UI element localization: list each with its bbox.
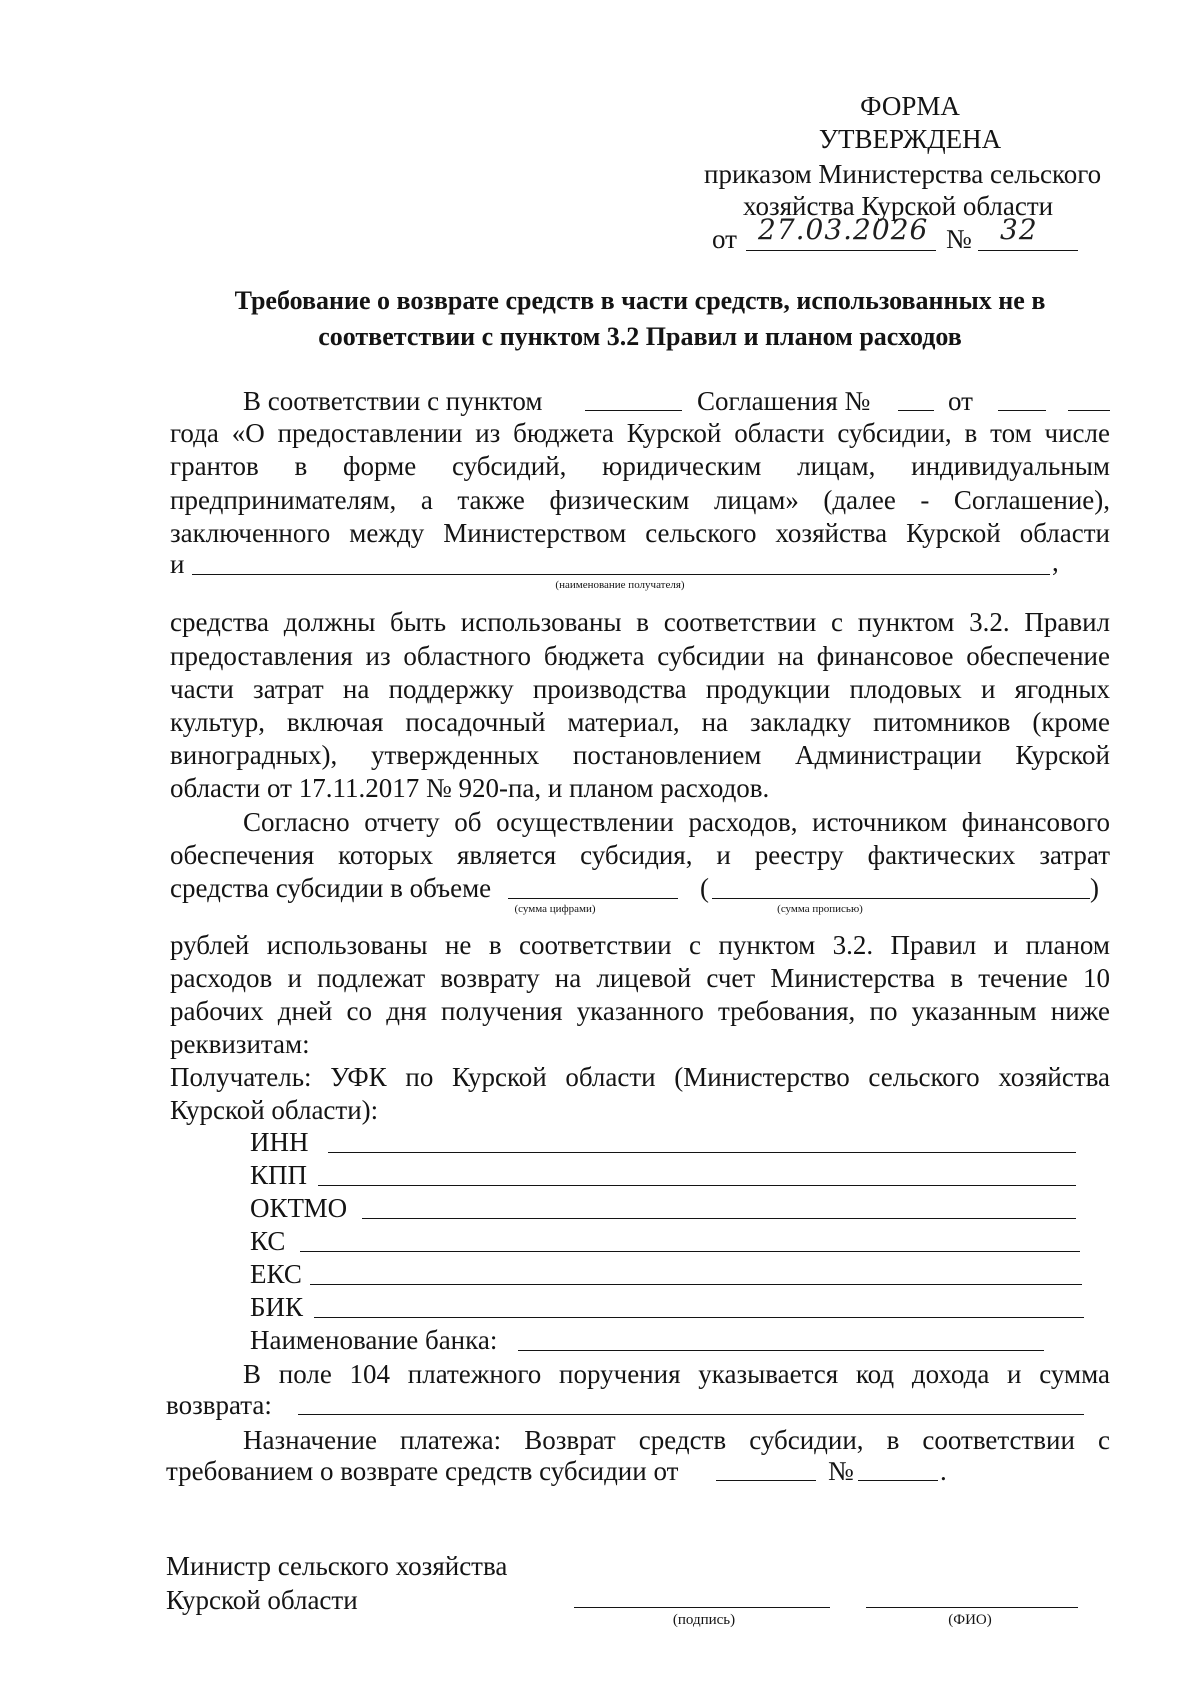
order-date-prefix: от [712, 224, 737, 254]
para5-line-1: В поле 104 платежного поручения указывается код дохода и сумма [243, 1359, 1110, 1389]
para6-number-sign: № [828, 1456, 854, 1486]
agreement-year-field[interactable] [1068, 410, 1110, 411]
document-title [170, 283, 1110, 355]
para1-text-b: Соглашения № [697, 386, 871, 416]
para2-line-5: виноградных), утвержденных постановлением Администрации Курской [170, 740, 1110, 770]
para4-line-2: расходов и подлежат возврату на лицевой счет Министерства в течение 10 [170, 963, 1110, 993]
para1-line-5: заключенного между Министерством сельского хозяйства Курской области [170, 518, 1110, 548]
para4-line-1: рублей использованы не в соответствии с пунктом 3.2. Правил и планом [170, 930, 1110, 960]
para2-line-3: части затрат на поддержку производства продукции плодовых и ягодных [170, 674, 1110, 704]
signatory-line-1: Министр сельского хозяйства [166, 1551, 508, 1581]
title-line-2: соответствии с пунктом 3.2 Правил и планом расходов [318, 322, 962, 351]
inn-field[interactable] [328, 1152, 1076, 1153]
para6-text-a: требованием о возврате средств субсидии от [166, 1456, 679, 1486]
para6-period: . [940, 1456, 947, 1486]
order-line-1: приказом Министерства сельского [704, 159, 1102, 189]
requirement-number-field[interactable] [858, 1480, 938, 1481]
para1-line-2: года «О предоставлении из бюджета Курской области субсидии, в том числе [170, 418, 1110, 448]
para3-open-paren: ( [700, 873, 709, 903]
recipient-name-field[interactable] [192, 574, 1050, 575]
order-number-line [978, 250, 1078, 251]
signature-field[interactable] [574, 1607, 830, 1608]
para3-close-paren: ) [1090, 873, 1099, 903]
bik-label: БИК [250, 1292, 304, 1322]
para4-line-5: Получатель: УФК по Курской области (Министерство сельского хозяйства [170, 1062, 1110, 1092]
signatory-line-2: Курской области [166, 1585, 358, 1615]
para3-line-1: Согласно отчету об осуществлении расходов, источником финансового [243, 807, 1110, 837]
ks-label: КС [250, 1226, 286, 1256]
kpp-label: КПП [250, 1160, 308, 1190]
revenue-code-field[interactable] [298, 1414, 1084, 1415]
inn-label: ИНН [250, 1127, 309, 1157]
oktmo-field[interactable] [362, 1218, 1076, 1219]
para1-comma: , [1052, 547, 1059, 577]
kpp-field[interactable] [318, 1185, 1076, 1186]
bank-label: Наименование банка: [250, 1325, 498, 1355]
para1-text-a: В соответствии с пунктом [243, 386, 543, 416]
para2-line-1: средства должны быть использованы в соответствии с пунктом 3.2. Правил [170, 607, 1110, 637]
eks-label: ЕКС [250, 1259, 302, 1289]
order-date-handwritten: 27.03.2026 [758, 213, 929, 246]
signature-caption: (подпись) [672, 1612, 736, 1628]
title-line-1: Требование о возврате средств в части средств, использованных не в [234, 286, 1046, 315]
para2-line-2: предоставления из областного бюджета субсидии на финансовое обеспечение [170, 641, 1110, 671]
amount-digits-field[interactable] [508, 898, 678, 899]
recipient-caption: (наименование получателя) [555, 579, 685, 591]
para1-line-3: грантов в форме субсидий, юридическим лицам, индивидуальным [170, 451, 1110, 481]
form-label: ФОРМА [860, 91, 960, 121]
amount-words-field[interactable] [712, 898, 1090, 899]
bik-field[interactable] [314, 1317, 1084, 1318]
oktmo-label: ОКТМО [250, 1193, 348, 1223]
para4-line-4: реквизитам: [170, 1029, 310, 1059]
para5-line-2: возврата: [166, 1390, 272, 1420]
eks-field[interactable] [310, 1284, 1082, 1285]
para1-text-c: от [948, 386, 973, 416]
para4-line-3: рабочих дней со дня получения указанного требования, по указанным ниже [170, 996, 1110, 1026]
bank-field[interactable] [518, 1350, 1044, 1351]
para1-text-and: и [170, 549, 185, 579]
para2-line-4: культур, включая посадочный материал, на закладку питомников (кроме [170, 707, 1110, 737]
para2-line-6: области от 17.11.2017 № 920-па, и планом расходов. [170, 773, 770, 803]
para3-text-volume: средства субсидии в объеме [170, 873, 492, 903]
requirement-date-field[interactable] [716, 1480, 816, 1481]
para3-line-2: обеспечения которых является субсидия, и реестру фактических затрат [170, 840, 1110, 870]
order-date-line [746, 250, 936, 251]
agreement-number-field[interactable] [898, 410, 934, 411]
full-name-caption: (ФИО) [948, 1612, 992, 1628]
amount-digits-caption: (сумма цифрами) [514, 903, 596, 915]
approved-label: УТВЕРЖДЕНА [818, 124, 1002, 154]
clause-number-field[interactable] [585, 410, 682, 411]
para6-line-1: Назначение платежа: Возврат средств субсидии, в соответствии с [243, 1425, 1110, 1455]
amount-words-caption: (сумма прописью) [777, 903, 863, 915]
order-number-prefix: № [946, 224, 972, 254]
full-name-field[interactable] [866, 1607, 1078, 1608]
ks-field[interactable] [300, 1251, 1080, 1252]
order-number-handwritten: 32 [1000, 213, 1038, 246]
para4-line-6: Курской области): [170, 1095, 379, 1125]
agreement-day-field[interactable] [998, 410, 1046, 411]
para1-line-4: предпринимателям, а также физическим лицам» (далее - Соглашение), [170, 485, 1110, 515]
order-line-2: хозяйства Курской области [743, 191, 1054, 221]
